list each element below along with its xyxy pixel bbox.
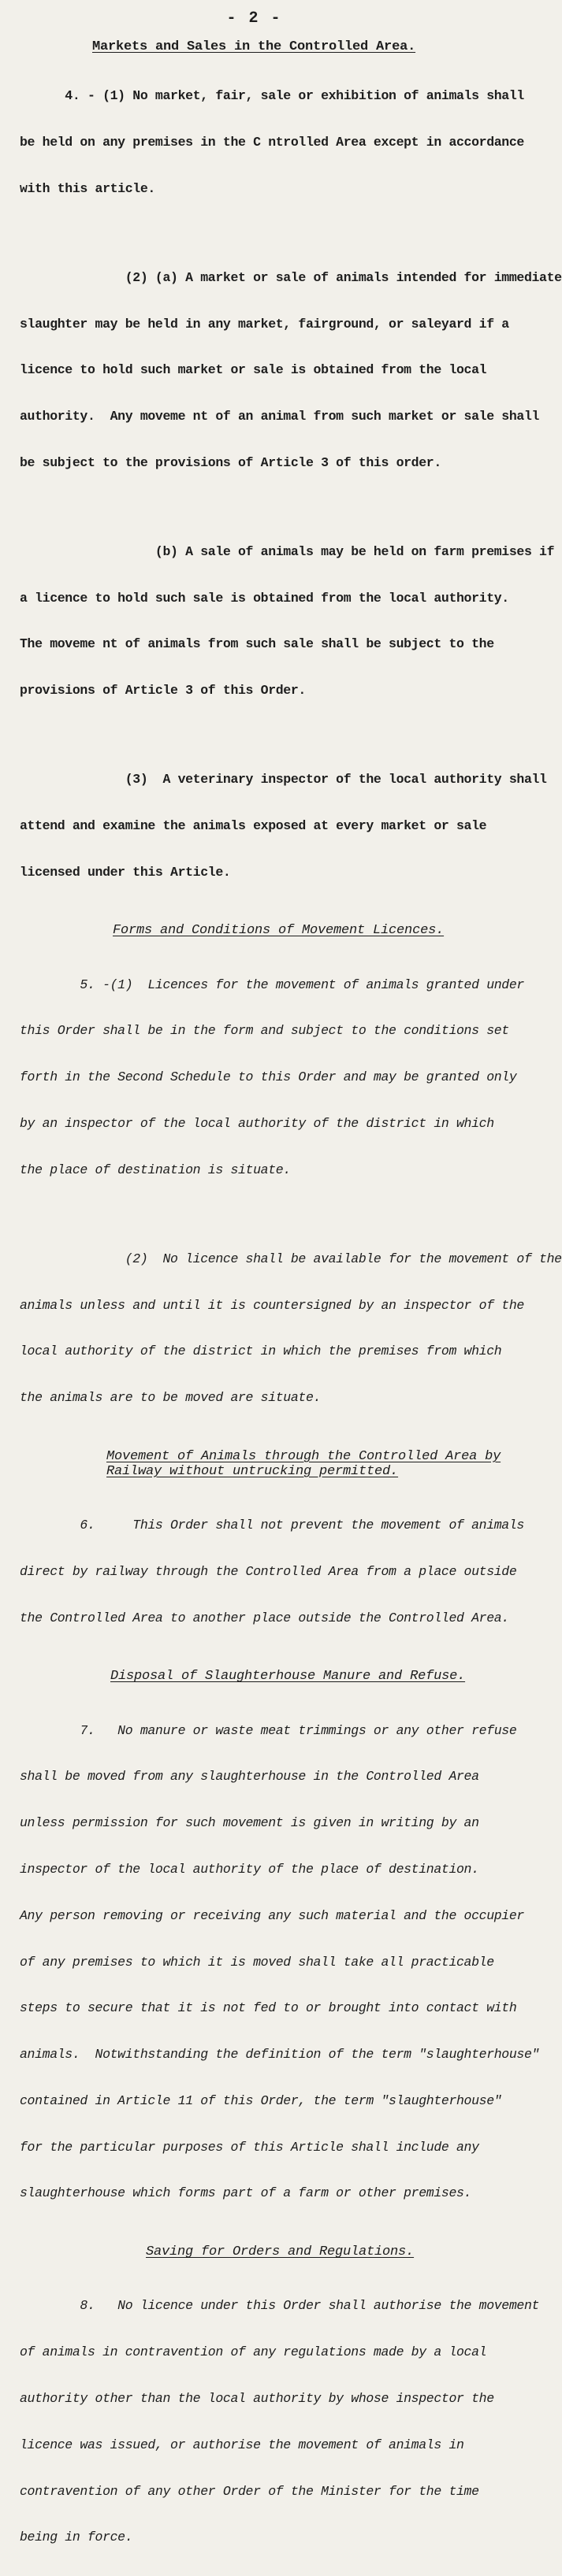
paragraph-4-2b: (b) A sale of animals may be held on farm premises if a licence to hold such sale is obtained from the local authority. The moveme nt of animals from such sale shall be subject to the provisions of Article 3 of this Order.: [20, 543, 555, 699]
paragraph-8: 8. No licence under this Order shall authorise the movement of animals in contravention of any regulations made by a local authority other than the local authority by whose inspector the licence was issued, or authorise the movement of animals in contravention of any other Order of the Minister for the time being in force.: [20, 2298, 540, 2545]
page-number: - 2 -: [226, 9, 282, 28]
paragraph-4-1: 4. - (1) No market, fair, sale or exhibition of animals shall be held on any premises in the C ntrolled Area except in accordance with this article.: [20, 88, 524, 196]
paragraph-7: 7. No manure or waste meat trimmings or any other refuse shall be moved from any slaughterhouse in the Controlled Area unless permission for such movement is given in writing by an inspector of the local authority of the place of destination. Any person removing or receiving any such material and the occupier of any premises to which it is moved shall take all practicable steps to secure that it is not fed to or brought into contact with animals. Notwithstanding the definition of the term "slaughterhouse" contained in Article 11 of this Order, the term "slaughterhouse" for the particular purposes of this Article shall include any slaughterhouse which forms part of a farm or other premises.: [20, 1722, 540, 2201]
heading-disposal-of-manure: Disposal of Slaughterhouse Manure and Refuse.: [110, 1669, 466, 1685]
heading-forms-and-conditions: Forms and Conditions of Movement Licences.: [113, 923, 445, 939]
heading-movement-by-railway: Movement of Animals through the Controlled Area by Railway without untrucking permitted.: [106, 1448, 501, 1479]
paragraph-5-2: (2) No licence shall be available for the movement of the animals unless and until it is countersigned by an inspector of the local authority of the district in which the premises from which the animals are to be moved are situate.: [20, 1251, 562, 1406]
paragraph-4-3: (3) A veterinary inspector of the local authority shall attend and examine the animals exposed at every market or sale licensed under this Article.: [20, 772, 547, 880]
heading-markets-and-sales: Markets and Sales in the Controlled Area.: [92, 39, 416, 54]
paragraph-4-2a: (2) (a) A market or sale of animals intended for immediate slaughter may be held in any market, fairground, or saleyard if a licence to hold such market or sale is obtained from the local authority. Any moveme nt of an animal from such market or sale shall be subject to the provisions of Article 3 of this order.: [20, 269, 562, 470]
paragraph-5-1: 5. -(1) Licences for the movement of animals granted under this Order shall be in the form and subject to the conditions set forth in the Second Schedule to this Order and may be granted only by an inspector of the local authority of the district in which the place of destination is situate.: [20, 977, 524, 1177]
paragraph-6: 6. This Order shall not prevent the movement of animals direct by railway through the Controlled Area from a place outside the Controlled Area to another place outside the Controlled Area.: [20, 1518, 524, 1625]
heading-saving-for-orders: Saving for Orders and Regulations.: [146, 2244, 415, 2260]
